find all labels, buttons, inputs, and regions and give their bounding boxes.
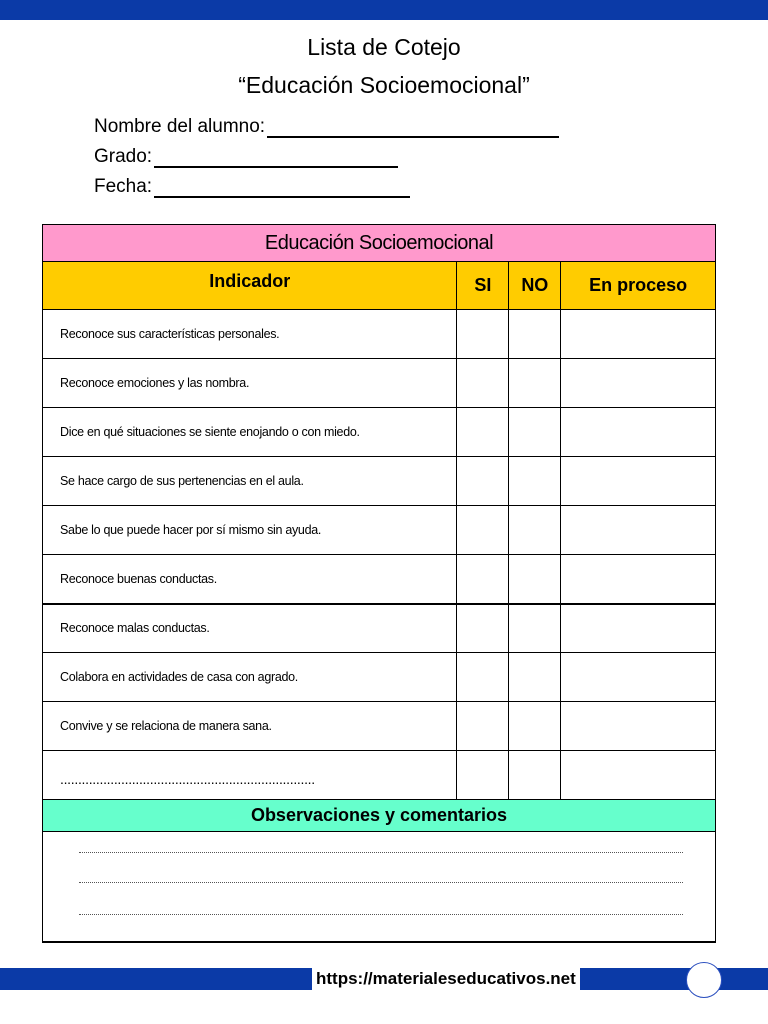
- si-cell[interactable]: [457, 457, 509, 506]
- observations-title: Observaciones y comentarios: [43, 800, 716, 832]
- no-cell[interactable]: [509, 555, 561, 604]
- indicator-label: Reconoce sus características personales.: [43, 310, 457, 359]
- si-cell[interactable]: [457, 604, 509, 653]
- indicator-label: Reconoce malas conductas.: [43, 604, 457, 653]
- indicator-label: Sabe lo que puede hacer por sí mismo sin ayuda.: [43, 506, 457, 555]
- table-row: [43, 310, 716, 359]
- si-cell[interactable]: [457, 359, 509, 408]
- no-cell[interactable]: [509, 310, 561, 359]
- no-cell[interactable]: [509, 506, 561, 555]
- indicator-label: Se hace cargo de sus pertenencias en el aula.: [43, 457, 457, 506]
- si-cell[interactable]: [457, 653, 509, 702]
- observation-line: [79, 914, 683, 915]
- no-cell[interactable]: [509, 408, 561, 457]
- table-row: [43, 408, 716, 457]
- grade-label: Grado:: [94, 146, 153, 167]
- indicator-label: Reconoce buenas conductas.: [43, 555, 457, 604]
- column-header-no: NO: [509, 262, 561, 310]
- si-cell[interactable]: [457, 310, 509, 359]
- indicator-label: Dice en qué situaciones se siente enojando o con miedo.: [43, 408, 457, 457]
- table-row: [43, 506, 716, 555]
- en-proceso-cell[interactable]: [561, 604, 716, 653]
- no-cell[interactable]: [509, 653, 561, 702]
- date-line[interactable]: [154, 176, 410, 198]
- table-row: [43, 555, 716, 604]
- table-row: [43, 653, 716, 702]
- table-row: [43, 604, 716, 653]
- indicator-label: Reconoce emociones y las nombra.: [43, 359, 457, 408]
- date-field: [94, 176, 410, 198]
- no-cell[interactable]: [509, 751, 561, 800]
- section-title: Educación Socioemocional: [43, 225, 716, 262]
- page-title: Lista de Cotejo: [307, 34, 461, 60]
- table-row: [43, 359, 716, 408]
- en-proceso-cell[interactable]: [561, 555, 716, 604]
- observation-line: [79, 882, 683, 883]
- no-cell[interactable]: [509, 359, 561, 408]
- si-cell[interactable]: [457, 506, 509, 555]
- en-proceso-cell[interactable]: [561, 506, 716, 555]
- si-cell[interactable]: [457, 555, 509, 604]
- en-proceso-cell[interactable]: [561, 457, 716, 506]
- name-field: [94, 116, 559, 138]
- table-row: [43, 702, 716, 751]
- name-line[interactable]: [267, 116, 559, 138]
- page-subtitle: “Educación Socioemocional”: [238, 72, 530, 98]
- table-row: [43, 751, 716, 800]
- indicator-label: Colabora en actividades de casa con agrado.: [43, 653, 457, 702]
- si-cell[interactable]: [457, 702, 509, 751]
- en-proceso-cell[interactable]: [561, 653, 716, 702]
- circle-icon: [686, 962, 722, 998]
- en-proceso-cell[interactable]: [561, 359, 716, 408]
- name-label: Nombre del alumno:: [94, 116, 266, 137]
- no-cell[interactable]: [509, 604, 561, 653]
- table-row: [43, 457, 716, 506]
- indicator-label: Convive y se relaciona de manera sana.: [43, 702, 457, 751]
- en-proceso-cell[interactable]: [561, 751, 716, 800]
- en-proceso-cell[interactable]: [561, 310, 716, 359]
- si-cell[interactable]: [457, 408, 509, 457]
- column-header-en-proceso: En proceso: [561, 262, 716, 310]
- column-header-indicator: Indicador: [43, 262, 457, 310]
- footer-url-link[interactable]: https://materialeseducativos.net: [312, 967, 580, 991]
- en-proceso-cell[interactable]: [561, 702, 716, 751]
- observations-area[interactable]: [43, 832, 716, 942]
- checklist-table: [42, 224, 716, 943]
- en-proceso-cell[interactable]: [561, 408, 716, 457]
- indicator-label: .......................................................................: [43, 751, 457, 800]
- grade-field: [94, 146, 398, 168]
- column-header-si: SI: [457, 262, 509, 310]
- top-bar: [0, 0, 768, 20]
- no-cell[interactable]: [509, 457, 561, 506]
- date-label: Fecha:: [94, 176, 153, 197]
- no-cell[interactable]: [509, 702, 561, 751]
- observation-line: [79, 852, 683, 853]
- grade-line[interactable]: [154, 146, 398, 168]
- si-cell[interactable]: [457, 751, 509, 800]
